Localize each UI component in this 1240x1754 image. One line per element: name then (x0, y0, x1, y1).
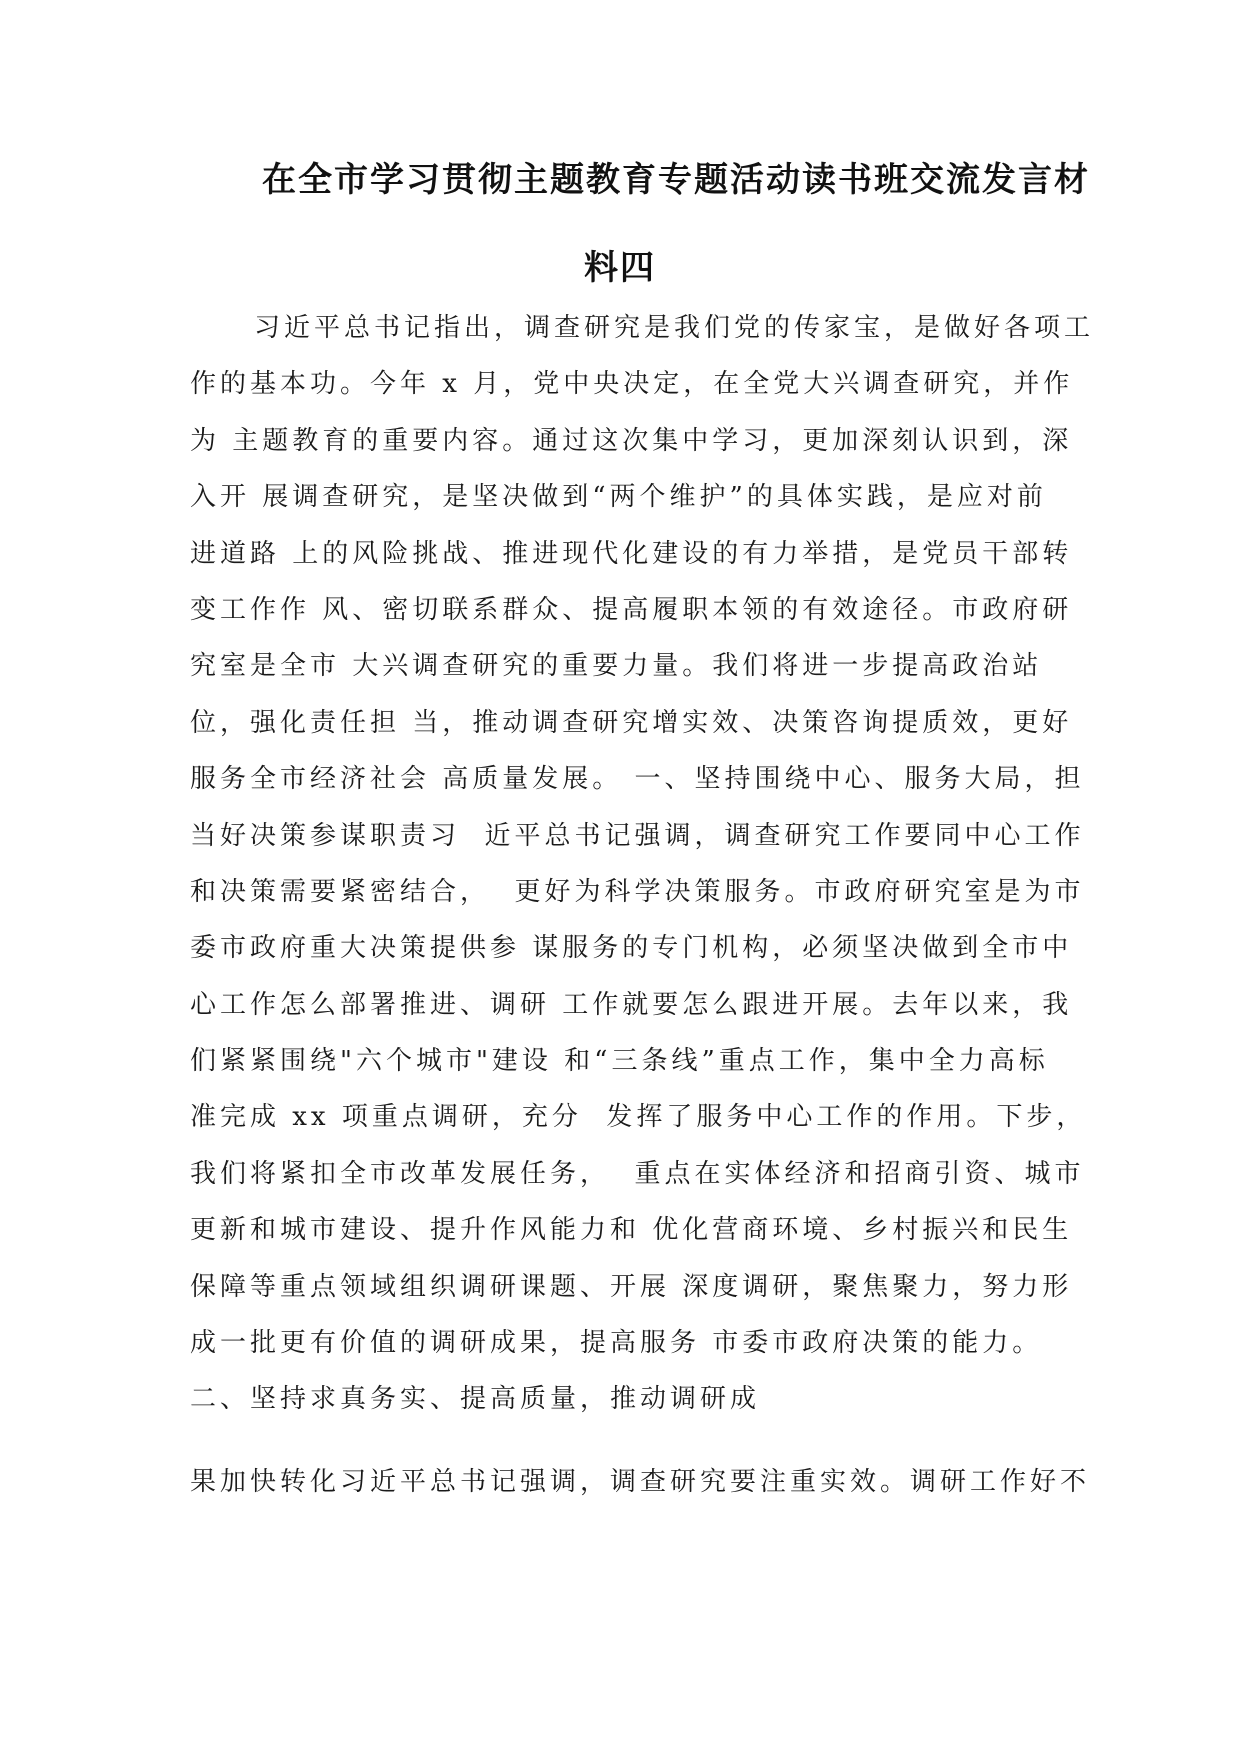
body-line-continued: 果加快转化习近平总书记强调，调查研究要注重实效。调研工作好不 (190, 1467, 1091, 1497)
body-line: 变工作作 风、密切联系群众、提高履职本领的有效途径。市政府研 (190, 594, 1073, 625)
document-title-line-2: 料四 (584, 248, 656, 288)
body-line: 成一批更有价值的调研成果，提高服务 市委市政府决策的能力。 (190, 1328, 1043, 1359)
body-line: 我们将紧扣全市改革发展任务， 重点在实体经济和招商引资、城市 (190, 1158, 1085, 1189)
body-line: 进道路 上的风险挑战、推进现代化建设的有力举措，是党员干部转 (190, 538, 1073, 569)
body-line: 服务全市经济社会 高质量发展。 一、坚持围绕中心、服务大局，担 (190, 764, 1085, 795)
body-line: 心工作怎么部署推进、调研 工作就要怎么跟进开展。去年以来，我 (190, 989, 1073, 1020)
body-line: 作的基本功。今年 x 月，党中央决定，在全党大兴调查研究，并作 (190, 369, 1074, 400)
body-line: 习近平总书记指出，调查研究是我们党的传家宝，是做好各项工 (254, 313, 1095, 343)
body-line: 委市政府重大决策提供参 谋服务的专门机构，必须坚决做到全市中 (190, 933, 1073, 964)
body-line: 当好决策参谋职责习 近平总书记强调，调查研究工作要同中心工作 (190, 820, 1085, 851)
body-line: 入开 展调查研究，是坚决做到“两个维护”的具体实践，是应对前 (190, 482, 1047, 513)
document-body (190, 300, 1095, 1428)
body-line: 准完成 xx 项重点调研，充分 发挥了服务中心工作的作用。下步， (190, 1102, 1087, 1133)
body-line: 为 主题教育的重要内容。通过这次集中学习，更加深刻认识到，深 (190, 425, 1073, 456)
body-line: 保障等重点领域组织调研课题、开展 深度调研，聚焦聚力，努力形 (190, 1271, 1073, 1302)
body-line: 和决策需要紧密结合， 更好为科学决策服务。市政府研究室是为市 (190, 876, 1085, 907)
document-title-line-1: 在全市学习贯彻主题教育专题活动读书班交流发言材 (262, 160, 1090, 200)
body-line: 究室是全市 大兴调查研究的重要力量。我们将进一步提高政治站 (190, 651, 1043, 682)
body-line: 更新和城市建设、提升作风能力和 优化营商环境、乡村振兴和民生 (190, 1215, 1073, 1246)
section-heading-line: 二、坚持求真务实、提高质量，推动调研成 (190, 1384, 761, 1415)
body-line: 们紧紧围绕"六个城市"建设 和“三条线”重点工作，集中全力高标 (190, 1046, 1049, 1077)
body-line: 位，强化责任担 当，推动调查研究增实效、决策咨询提质效，更好 (190, 707, 1073, 738)
